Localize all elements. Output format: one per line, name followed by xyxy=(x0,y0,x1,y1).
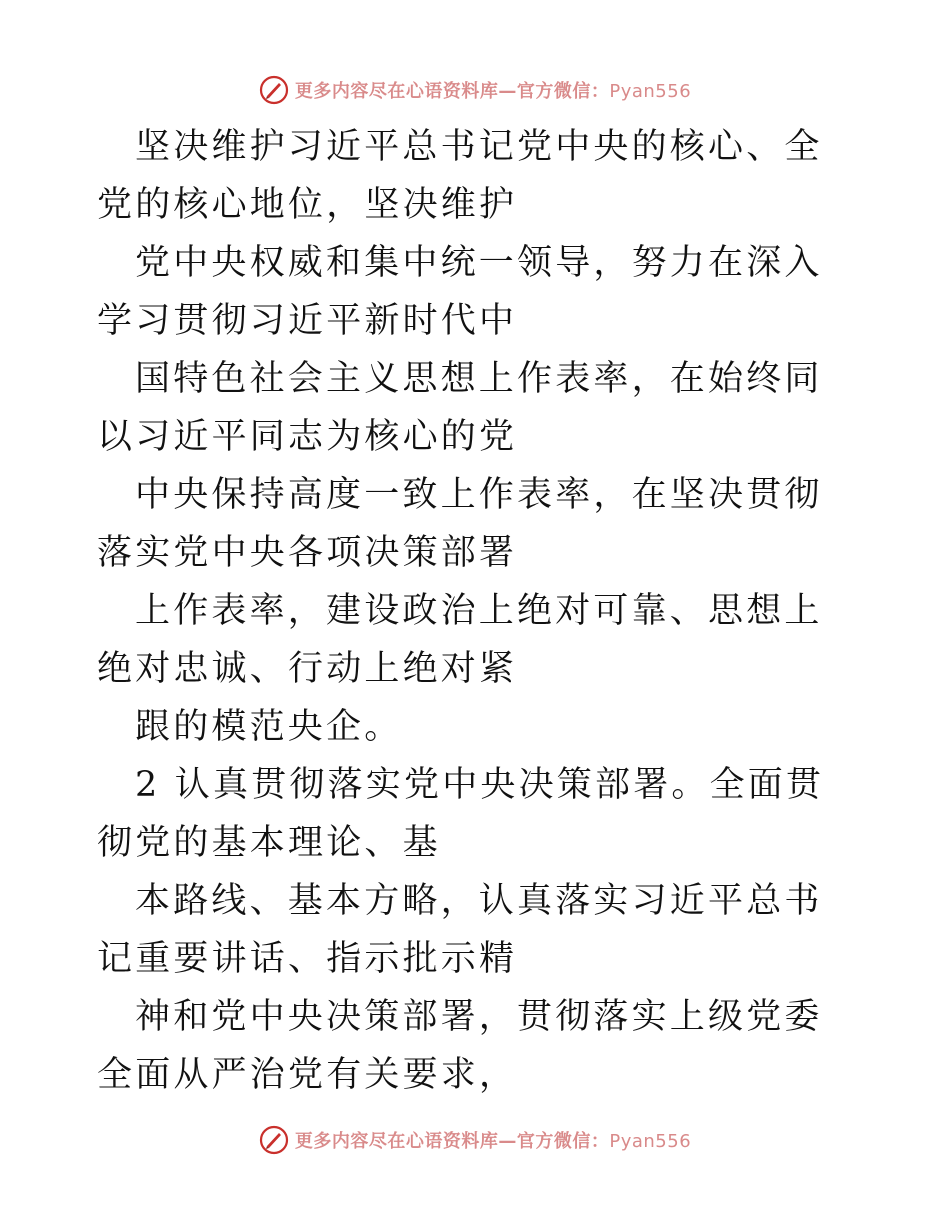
quill-seal-icon xyxy=(259,1125,289,1155)
watermark-text: 更多内容尽在心语资料库—官方微信：Pyan556 xyxy=(294,81,692,102)
quill-seal-icon xyxy=(259,75,289,105)
paragraph: 中央保持高度一致上作表率，在坚决贯彻落实党中央各项决策部署 xyxy=(97,475,823,573)
paragraph: 神和党中央决策部署，贯彻落实上级党委全面从严治党有关要求， xyxy=(97,997,823,1095)
paragraph: 2 认真贯彻落实党中央决策部署。全面贯彻党的基本理论、基 xyxy=(97,765,825,863)
paragraph: 党中央权威和集中统一领导，努力在深入学习贯彻习近平新时代中 xyxy=(97,243,823,341)
document-body xyxy=(97,118,857,1104)
header-watermark xyxy=(0,72,950,108)
paragraph: 国特色社会主义思想上作表率，在始终同以习近平同志为核心的党 xyxy=(97,359,823,457)
watermark-text: 更多内容尽在心语资料库—官方微信：Pyan556 xyxy=(294,1131,692,1152)
paragraph: 本路线、基本方略，认真落实习近平总书记重要讲话、指示批示精 xyxy=(97,881,823,979)
paragraph: 上作表率，建设政治上绝对可靠、思想上绝对忠诚、行动上绝对紧 xyxy=(97,591,823,689)
paragraph: 坚决维护习近平总书记党中央的核心、全党的核心地位，坚决维护 xyxy=(97,127,823,225)
paragraph: 跟的模范央企。 xyxy=(135,707,403,747)
footer-watermark xyxy=(0,1122,950,1158)
